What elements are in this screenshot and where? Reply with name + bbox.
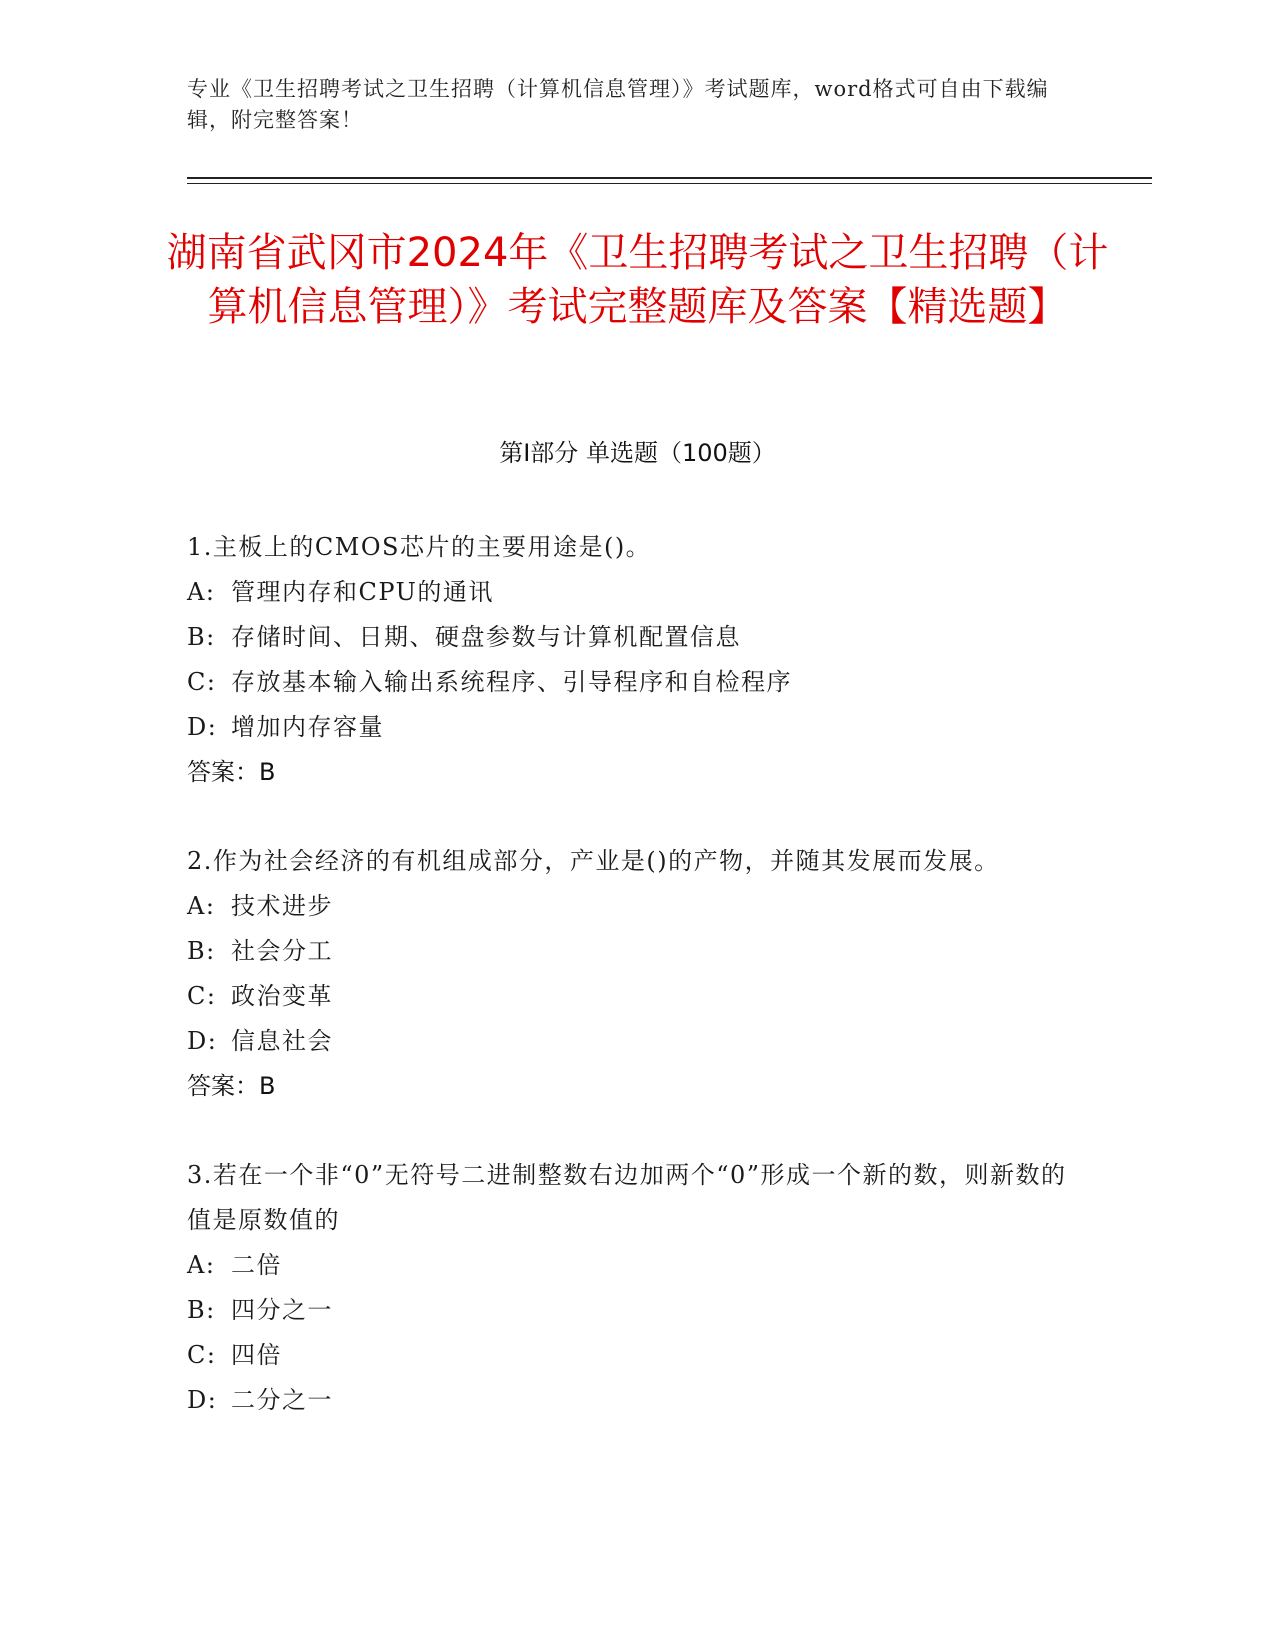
option-text: 社会分工 [231,937,333,965]
option-key: A: [187,1251,216,1279]
header-rule-thick [187,177,1152,179]
option-a [187,1243,1067,1288]
option-key: B: [187,1296,216,1324]
option-key: C: [187,982,217,1010]
option-key: D: [187,1027,218,1055]
option-text: 二分之一 [231,1386,333,1414]
question-stem: 3.若在一个非“0”无符号二进制整数右边加两个“0”形成一个新的数，则新数的值是原数值的 [187,1161,1067,1234]
option-c [187,974,1067,1019]
question-1 [187,525,1067,795]
question-list [187,525,1067,1423]
answer-line: 答案：B [187,758,276,786]
option-b [187,1288,1067,1333]
option-text: 四分之一 [231,1296,333,1324]
option-c [187,1333,1067,1378]
option-text: 二倍 [231,1251,282,1279]
option-text: 信息社会 [231,1027,333,1055]
option-text: 管理内存和CPU的通讯 [231,578,494,606]
option-key: C: [187,668,217,696]
question-3 [187,1153,1067,1423]
question-stem: 1.主板上的CMOS芯片的主要用途是()。 [187,533,652,561]
option-d [187,705,1067,750]
option-d [187,1378,1067,1423]
option-key: A: [187,892,216,920]
question-2 [187,839,1067,1109]
question-gap [187,1109,1067,1153]
header-note: 专业《卫生招聘考试之卫生招聘（计算机信息管理）》考试题库，word格式可自由下载编辑，附完整答案！ [187,77,1049,132]
option-key: D: [187,713,218,741]
option-text: 四倍 [231,1341,282,1369]
header-rule-thin [187,183,1152,184]
section-heading: 第I部分 单选题（100题） [499,439,776,467]
question-gap [187,795,1067,839]
option-key: B: [187,937,216,965]
option-text: 存储时间、日期、硬盘参数与计算机配置信息 [231,623,741,651]
option-key: D: [187,1386,218,1414]
option-a [187,884,1067,929]
option-c [187,660,1067,705]
option-key: A: [187,578,216,606]
option-text: 存放基本输入输出系统程序、引导程序和自检程序 [231,668,792,696]
option-key: B: [187,623,216,651]
option-b [187,615,1067,660]
option-text: 政治变革 [231,982,333,1010]
option-key: C: [187,1341,217,1369]
option-a [187,570,1067,615]
question-stem: 2.作为社会经济的有机组成部分，产业是()的产物，并随其发展而发展。 [187,847,1000,875]
option-b [187,929,1067,974]
option-text: 技术进步 [231,892,333,920]
option-d [187,1019,1067,1064]
option-text: 增加内存容量 [231,713,384,741]
document-title: 湖南省武冈市2024年《卫生招聘考试之卫生招聘（计算机信息管理）》考试完整题库及答案【精选题】 [166,230,1109,330]
answer-line: 答案：B [187,1072,276,1100]
